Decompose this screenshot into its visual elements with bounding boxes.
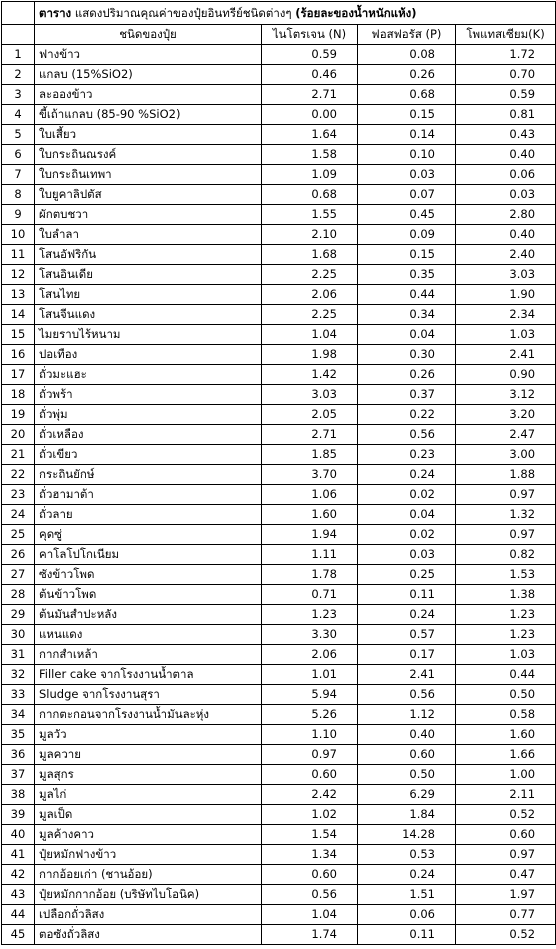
nitrogen-value: 2.25 (262, 265, 358, 285)
nitrogen-value: 2.10 (262, 225, 358, 245)
table-row (2, 545, 556, 565)
row-number: 15 (2, 325, 35, 345)
header-potassium: โพแทสเซียม(K) (456, 25, 556, 45)
phosphorus-value: 0.03 (358, 545, 456, 565)
phosphorus-value: 0.22 (358, 405, 456, 425)
nitrogen-value: 0.60 (262, 865, 358, 885)
fertilizer-name: ถั่วเขียว (35, 445, 262, 465)
potassium-value: 0.59 (456, 85, 556, 105)
nitrogen-value: 1.23 (262, 605, 358, 625)
phosphorus-value: 0.23 (358, 445, 456, 465)
potassium-value: 1.90 (456, 285, 556, 305)
nitrogen-value: 0.46 (262, 65, 358, 85)
table-row (2, 705, 556, 725)
phosphorus-value: 1.84 (358, 805, 456, 825)
fertilizer-name: ผักตบชวา (35, 205, 262, 225)
fertilizer-name: มูลไก่ (35, 785, 262, 805)
fertilizer-name: คุดซู่ (35, 525, 262, 545)
table-row (2, 725, 556, 745)
nitrogen-value: 1.94 (262, 525, 358, 545)
fertilizer-name: ถั่วเหลือง (35, 425, 262, 445)
phosphorus-value: 14.28 (358, 825, 456, 845)
fertilizer-name: ถั่วพุ่ม (35, 405, 262, 425)
nitrogen-value: 1.98 (262, 345, 358, 365)
nitrogen-value: 1.54 (262, 825, 358, 845)
table-row (2, 285, 556, 305)
table-row (2, 425, 556, 445)
fertilizer-name: ใบยูคาลิปตัส (35, 185, 262, 205)
phosphorus-value: 0.45 (358, 205, 456, 225)
phosphorus-value: 0.37 (358, 385, 456, 405)
table-title-row (2, 2, 556, 25)
phosphorus-value: 1.51 (358, 885, 456, 905)
fertilizer-name: ต้นข้าวโพด (35, 585, 262, 605)
nitrogen-value: 1.01 (262, 665, 358, 685)
fertilizer-name: ฟางข้าว (35, 45, 262, 65)
table-row (2, 485, 556, 505)
phosphorus-value: 0.57 (358, 625, 456, 645)
table-row (2, 505, 556, 525)
table-row (2, 165, 556, 185)
fertilizer-name: ขี้เถ้าแกลบ (85-90 %SiO2) (35, 105, 262, 125)
nitrogen-value: 2.25 (262, 305, 358, 325)
table-row (2, 865, 556, 885)
phosphorus-value: 0.11 (358, 925, 456, 945)
fertilizer-name: ใบกระถินณรงค์ (35, 145, 262, 165)
table-row (2, 85, 556, 105)
table-row (2, 105, 556, 125)
table-row (2, 845, 556, 865)
phosphorus-value: 0.26 (358, 365, 456, 385)
potassium-value: 1.72 (456, 45, 556, 65)
potassium-value: 0.44 (456, 665, 556, 685)
row-number: 24 (2, 505, 35, 525)
potassium-value: 2.40 (456, 245, 556, 265)
row-number: 38 (2, 785, 35, 805)
fertilizer-name: โสนอัฟริกัน (35, 245, 262, 265)
row-number: 12 (2, 265, 35, 285)
nitrogen-value: 1.55 (262, 205, 358, 225)
fertilizer-name: กากอ้อยเก่า (ชานอ้อย) (35, 865, 262, 885)
table-row (2, 125, 556, 145)
row-number: 35 (2, 725, 35, 745)
nitrogen-value: 1.60 (262, 505, 358, 525)
row-number: 18 (2, 385, 35, 405)
row-number: 10 (2, 225, 35, 245)
title-text: แสดงปริมาณคุณค่าของปุ๋ยอินทรีย์ชนิดต่างๆ (74, 6, 292, 20)
fertilizer-name: ปุ๋ยหมักกากอ้อย (บริษัทไบโอนิค) (35, 885, 262, 905)
table-row (2, 805, 556, 825)
phosphorus-value: 0.40 (358, 725, 456, 745)
table-row (2, 325, 556, 345)
table-row (2, 605, 556, 625)
nitrogen-value: 1.42 (262, 365, 358, 385)
row-number: 42 (2, 865, 35, 885)
row-number: 27 (2, 565, 35, 585)
table-row (2, 885, 556, 905)
nitrogen-value: 2.06 (262, 645, 358, 665)
phosphorus-value: 0.24 (358, 605, 456, 625)
phosphorus-value: 0.02 (358, 525, 456, 545)
table-row (2, 465, 556, 485)
row-number: 11 (2, 245, 35, 265)
fertilizer-name: โสนอินเดีย (35, 265, 262, 285)
fertilizer-name: โสนไทย (35, 285, 262, 305)
nitrogen-value: 1.11 (262, 545, 358, 565)
fertilizer-name: มูลเป็ด (35, 805, 262, 825)
nitrogen-value: 1.78 (262, 565, 358, 585)
row-number: 21 (2, 445, 35, 465)
header-phosphorus: ฟอสฟอรัส (P) (358, 25, 456, 45)
table-row (2, 225, 556, 245)
row-number: 19 (2, 405, 35, 425)
fertilizer-name: ต้นมันสำปะหลัง (35, 605, 262, 625)
potassium-value: 0.03 (456, 185, 556, 205)
fertilizer-name: เปลือกถั่วลิสง (35, 905, 262, 925)
potassium-value: 0.70 (456, 65, 556, 85)
table-row (2, 785, 556, 805)
nitrogen-value: 1.85 (262, 445, 358, 465)
row-number: 8 (2, 185, 35, 205)
row-number: 28 (2, 585, 35, 605)
potassium-value: 0.60 (456, 825, 556, 845)
row-number: 34 (2, 705, 35, 725)
fertilizer-name: กากสำเหล้า (35, 645, 262, 665)
potassium-value: 1.23 (456, 625, 556, 645)
table-row (2, 45, 556, 65)
potassium-value: 1.32 (456, 505, 556, 525)
row-number: 26 (2, 545, 35, 565)
row-number: 9 (2, 205, 35, 225)
fertilizer-name: ไมยราบไร้หนาม (35, 325, 262, 345)
table-row (2, 405, 556, 425)
phosphorus-value: 0.60 (358, 745, 456, 765)
title-label: ตาราง (39, 6, 72, 20)
potassium-value: 0.58 (456, 705, 556, 725)
nitrogen-value: 0.71 (262, 585, 358, 605)
potassium-value: 0.82 (456, 545, 556, 565)
row-number: 31 (2, 645, 35, 665)
potassium-value: 0.81 (456, 105, 556, 125)
nitrogen-value: 2.05 (262, 405, 358, 425)
nitrogen-value: 2.71 (262, 425, 358, 445)
table-title (35, 2, 556, 25)
fertilizer-name: Sludge จากโรงงานสุรา (35, 685, 262, 705)
phosphorus-value: 0.30 (358, 345, 456, 365)
phosphorus-value: 0.35 (358, 265, 456, 285)
potassium-value: 1.88 (456, 465, 556, 485)
nitrogen-value: 1.34 (262, 845, 358, 865)
phosphorus-value: 0.53 (358, 845, 456, 865)
phosphorus-value: 0.24 (358, 865, 456, 885)
table-row (2, 345, 556, 365)
table-row (2, 905, 556, 925)
fertilizer-name: มูลควาย (35, 745, 262, 765)
table-row (2, 205, 556, 225)
fertilizer-name: มูลวัว (35, 725, 262, 745)
nitrogen-value: 2.06 (262, 285, 358, 305)
phosphorus-value: 6.29 (358, 785, 456, 805)
potassium-value: 3.03 (456, 265, 556, 285)
header-row (2, 25, 556, 45)
potassium-value: 0.97 (456, 845, 556, 865)
nitrogen-value: 0.68 (262, 185, 358, 205)
phosphorus-value: 0.44 (358, 285, 456, 305)
table-row (2, 385, 556, 405)
phosphorus-value: 0.06 (358, 905, 456, 925)
table-row (2, 625, 556, 645)
row-number: 14 (2, 305, 35, 325)
row-number: 30 (2, 625, 35, 645)
potassium-value: 1.53 (456, 565, 556, 585)
nitrogen-value: 1.04 (262, 905, 358, 925)
potassium-value: 2.41 (456, 345, 556, 365)
potassium-value: 0.90 (456, 365, 556, 385)
row-number: 17 (2, 365, 35, 385)
nitrogen-value: 0.97 (262, 745, 358, 765)
table-row (2, 145, 556, 165)
nitrogen-value: 0.56 (262, 885, 358, 905)
table-row (2, 65, 556, 85)
phosphorus-value: 0.24 (358, 465, 456, 485)
fertilizer-name: ถั่วพร้า (35, 385, 262, 405)
row-number: 41 (2, 845, 35, 865)
potassium-value: 3.20 (456, 405, 556, 425)
fertilizer-name: มูลค้างคาว (35, 825, 262, 845)
row-number: 4 (2, 105, 35, 125)
row-number: 37 (2, 765, 35, 785)
nitrogen-value: 1.04 (262, 325, 358, 345)
table-row (2, 365, 556, 385)
nitrogen-value: 0.60 (262, 765, 358, 785)
potassium-value: 0.77 (456, 905, 556, 925)
fertilizer-name: แหนแดง (35, 625, 262, 645)
fertilizer-name: ละอองข้าว (35, 85, 262, 105)
phosphorus-value: 0.15 (358, 245, 456, 265)
potassium-value: 1.03 (456, 325, 556, 345)
phosphorus-value: 0.02 (358, 485, 456, 505)
phosphorus-value: 0.56 (358, 685, 456, 705)
fertilizer-name: ปุ๋ยหมักฟางข้าว (35, 845, 262, 865)
fertilizer-name: แกลบ (15%SiO2) (35, 65, 262, 85)
row-number: 39 (2, 805, 35, 825)
title-suffix: (ร้อยละของน้ำหนักแห้ง) (295, 6, 417, 20)
phosphorus-value: 0.08 (358, 45, 456, 65)
fertilizer-name: กากตะกอนจากโรงงานน้ำมันละหุ่ง (35, 705, 262, 725)
table-row (2, 185, 556, 205)
table-row (2, 665, 556, 685)
row-number: 43 (2, 885, 35, 905)
nitrogen-value: 0.59 (262, 45, 358, 65)
potassium-value: 0.40 (456, 225, 556, 245)
fertilizer-table (1, 1, 556, 945)
potassium-value: 2.47 (456, 425, 556, 445)
nitrogen-value: 3.70 (262, 465, 358, 485)
fertilizer-name: ถั่วมะแฮะ (35, 365, 262, 385)
potassium-value: 1.23 (456, 605, 556, 625)
table-row (2, 765, 556, 785)
table-row (2, 305, 556, 325)
potassium-value: 2.80 (456, 205, 556, 225)
row-number: 20 (2, 425, 35, 445)
nitrogen-value: 1.09 (262, 165, 358, 185)
row-number: 1 (2, 45, 35, 65)
table-row (2, 245, 556, 265)
row-number: 23 (2, 485, 35, 505)
nitrogen-value: 3.30 (262, 625, 358, 645)
fertilizer-name: Filler cake จากโรงงานน้ำตาล (35, 665, 262, 685)
header-nitrogen: ไนโตรเจน (N) (262, 25, 358, 45)
row-number: 2 (2, 65, 35, 85)
phosphorus-value: 0.17 (358, 645, 456, 665)
fertilizer-name: ถั่วลาย (35, 505, 262, 525)
table-row (2, 745, 556, 765)
row-number: 13 (2, 285, 35, 305)
potassium-value: 0.50 (456, 685, 556, 705)
potassium-value: 0.47 (456, 865, 556, 885)
table-row (2, 445, 556, 465)
phosphorus-value: 0.03 (358, 165, 456, 185)
fertilizer-name: โสนจีนแดง (35, 305, 262, 325)
nitrogen-value: 1.64 (262, 125, 358, 145)
phosphorus-value: 0.04 (358, 505, 456, 525)
phosphorus-value: 0.34 (358, 305, 456, 325)
fertilizer-name: ปอเทือง (35, 345, 262, 365)
row-number: 3 (2, 85, 35, 105)
potassium-value: 1.03 (456, 645, 556, 665)
potassium-value: 3.00 (456, 445, 556, 465)
fertilizer-name: คาโลโปโกเนียม (35, 545, 262, 565)
potassium-value: 1.66 (456, 745, 556, 765)
fertilizer-name: มูลสุกร (35, 765, 262, 785)
fertilizer-name: ตอซังถั่วลิสง (35, 925, 262, 945)
row-number: 44 (2, 905, 35, 925)
row-number: 29 (2, 605, 35, 625)
potassium-value: 1.00 (456, 765, 556, 785)
phosphorus-value: 0.07 (358, 185, 456, 205)
fertilizer-name: กระถินยักษ์ (35, 465, 262, 485)
fertilizer-name: ใบเสี้ยว (35, 125, 262, 145)
nitrogen-value: 5.26 (262, 705, 358, 725)
table-row (2, 525, 556, 545)
fertilizer-name: ใบลำลา (35, 225, 262, 245)
phosphorus-value: 0.09 (358, 225, 456, 245)
phosphorus-value: 0.04 (358, 325, 456, 345)
potassium-value: 2.34 (456, 305, 556, 325)
nitrogen-value: 1.02 (262, 805, 358, 825)
nitrogen-value: 3.03 (262, 385, 358, 405)
table-row (2, 825, 556, 845)
table-row (2, 645, 556, 665)
row-number: 32 (2, 665, 35, 685)
phosphorus-value: 2.41 (358, 665, 456, 685)
nitrogen-value: 1.58 (262, 145, 358, 165)
nitrogen-value: 5.94 (262, 685, 358, 705)
potassium-value: 0.97 (456, 525, 556, 545)
row-number: 36 (2, 745, 35, 765)
row-number: 25 (2, 525, 35, 545)
nitrogen-value: 2.42 (262, 785, 358, 805)
potassium-value: 0.06 (456, 165, 556, 185)
potassium-value: 0.43 (456, 125, 556, 145)
row-number: 33 (2, 685, 35, 705)
potassium-value: 0.52 (456, 805, 556, 825)
phosphorus-value: 0.15 (358, 105, 456, 125)
potassium-value: 1.60 (456, 725, 556, 745)
fertilizer-name: ถั่วฮามาต้า (35, 485, 262, 505)
row-number: 40 (2, 825, 35, 845)
potassium-value: 0.52 (456, 925, 556, 945)
header-type: ชนิดของปุ๋ย (35, 25, 262, 45)
phosphorus-value: 0.56 (358, 425, 456, 445)
table-row (2, 925, 556, 945)
phosphorus-value: 0.68 (358, 85, 456, 105)
potassium-value: 0.40 (456, 145, 556, 165)
phosphorus-value: 0.26 (358, 65, 456, 85)
row-number: 7 (2, 165, 35, 185)
row-number: 45 (2, 925, 35, 945)
phosphorus-value: 0.11 (358, 585, 456, 605)
table-row (2, 265, 556, 285)
row-number: 22 (2, 465, 35, 485)
fertilizer-name: ซังข้าวโพด (35, 565, 262, 585)
nitrogen-value: 1.10 (262, 725, 358, 745)
nitrogen-value: 2.71 (262, 85, 358, 105)
phosphorus-value: 0.10 (358, 145, 456, 165)
nitrogen-value: 1.68 (262, 245, 358, 265)
phosphorus-value: 0.25 (358, 565, 456, 585)
nitrogen-value: 0.00 (262, 105, 358, 125)
potassium-value: 2.11 (456, 785, 556, 805)
potassium-value: 0.97 (456, 485, 556, 505)
potassium-value: 1.97 (456, 885, 556, 905)
table-row (2, 565, 556, 585)
phosphorus-value: 0.14 (358, 125, 456, 145)
potassium-value: 1.38 (456, 585, 556, 605)
potassium-value: 3.12 (456, 385, 556, 405)
table-row (2, 685, 556, 705)
nitrogen-value: 1.06 (262, 485, 358, 505)
phosphorus-value: 0.50 (358, 765, 456, 785)
row-number: 16 (2, 345, 35, 365)
fertilizer-name: ใบกระถินเทพา (35, 165, 262, 185)
table-row (2, 585, 556, 605)
nitrogen-value: 1.74 (262, 925, 358, 945)
phosphorus-value: 1.12 (358, 705, 456, 725)
row-number: 6 (2, 145, 35, 165)
row-number: 5 (2, 125, 35, 145)
